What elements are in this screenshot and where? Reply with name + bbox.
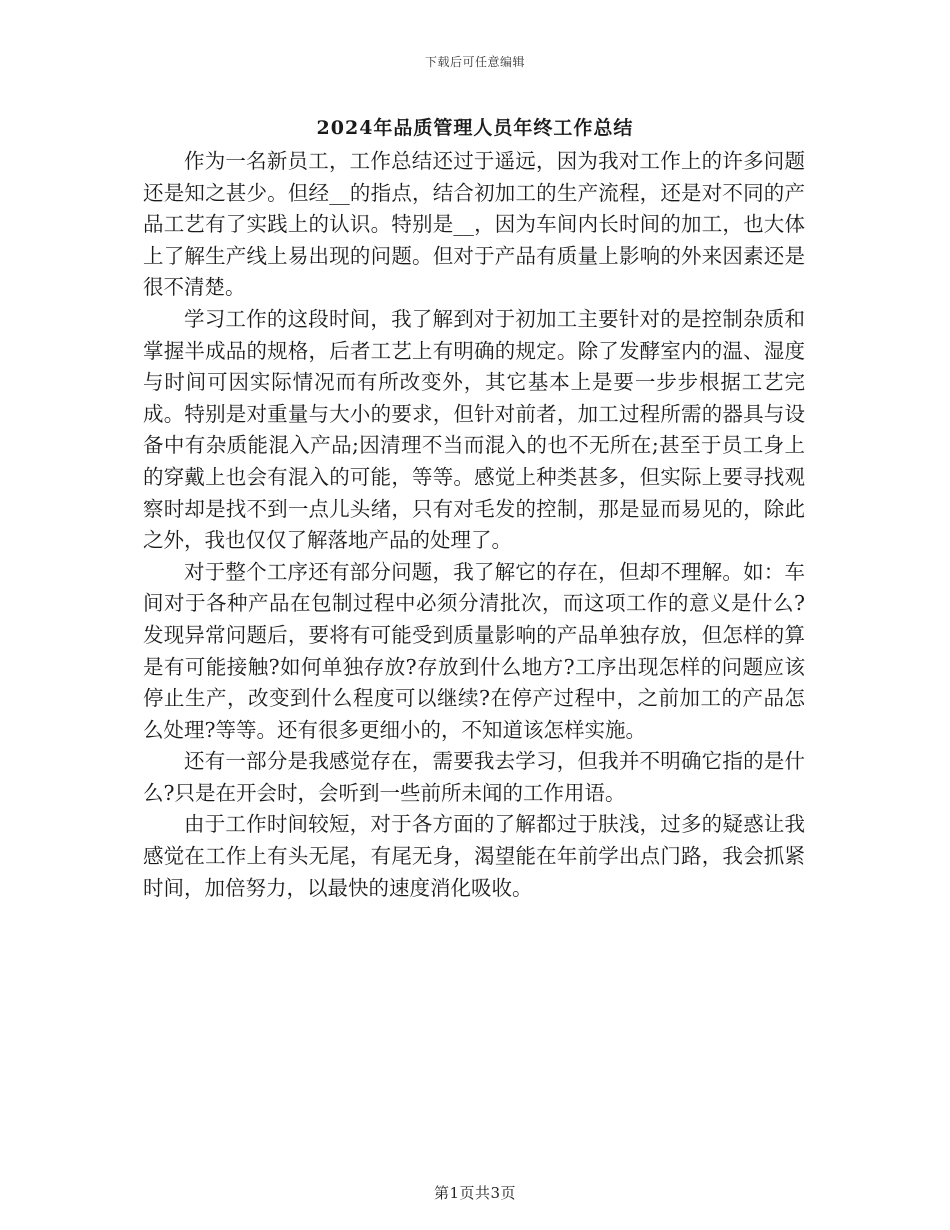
paragraph-3: 对于整个工序还有部分问题，我了解它的存在，但却不理解。如：车间对于各种产品在包制过程中必须分清批次，而这项工作的意义是什么?发现异常问题后，要将有可能受到质量影响的产品单独存放，但怎样的算是有可能接触?如何单独存放?存放到什么地方?工序出现怎样的问题应该停止生产，改变到什么程度可以继续?在停产过程中，之前加工的产品怎么处理?等等。还有很多更细小的，不知道该怎样实施。 xyxy=(143,559,805,742)
paragraph-4: 还有一部分是我感觉存在，需要我去学习，但我并不明确它指的是什么?只是在开会时，会听到一些前所未闻的工作用语。 xyxy=(143,749,805,805)
header-note: 下载后可任意编辑 xyxy=(424,55,525,69)
paragraph-5: 由于工作时间较短，对于各方面的了解都过于肤浅，过多的疑惑让我感觉在工作上有头无尾，有尾无身，渴望能在年前学出点门路，我会抓紧时间，加倍努力，以最快的速度消化吸收。 xyxy=(143,812,805,900)
paragraph-1: 作为一名新员工，工作总结还过于遥远，因为我对工作上的许多问题还是知之甚少。但经__的指点，结合初加工的生产流程，还是对不同的产品工艺有了实践上的认识。特别是__，因为车间内长时间的加工，也大体上了解生产线上易出现的问题。但对于产品有质量上影响的外来因素还是很不清楚。 xyxy=(143,149,805,300)
document-title: 2024年品质管理人员年终工作总结 xyxy=(316,117,634,139)
page-indicator: 第1页共3页 xyxy=(433,1184,517,1202)
document-body xyxy=(143,146,805,904)
paragraph-2: 学习工作的这段时间，我了解到对于初加工主要针对的是控制杂质和掌握半成品的规格，后者工艺上有明确的规定。除了发酵室内的温、湿度与时间可因实际情况而有所改变外，其它基本上是要一步步根据工艺完成。特别是对重量与大小的要求，但针对前者，加工过程所需的器具与设备中有杂质能混入产品;因清理不当而混入的也不无所在;甚至于员工身上的穿戴上也会有混入的可能，等等。感觉上种类甚多，但实际上要寻找观察时却是找不到一点儿头绪，只有对毛发的控制，那是显而易见的，除此之外，我也仅仅了解落地产品的处理了。 xyxy=(143,306,805,553)
